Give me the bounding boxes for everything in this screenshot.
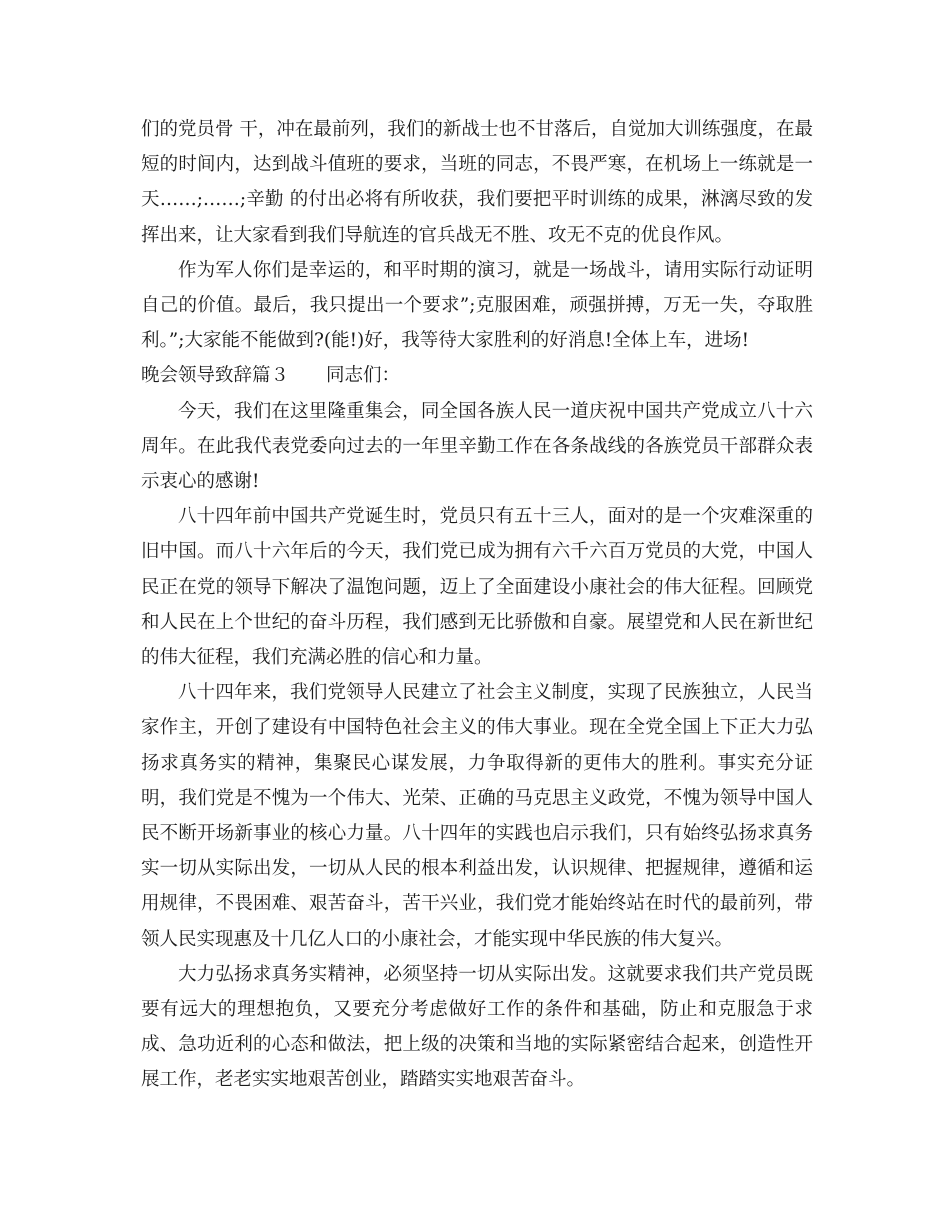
paragraph-5: 八十四年来，我们党领导人民建立了社会主义制度，实现了民族独立，人民当家作主，开创了建设有中国特色社会主义的伟大事业。现在全党全国上下正大力弘扬求真务实的精神，集聚民心谋发展，力争取得新的更伟大的胜利。事实充分证明，我们党是不愧为一个伟大、光荣、正确的马克思主义政党，不愧为领导中国人民不断开场新事业的核心力量。八十四年的实践也启示我们，只有始终弘扬求真务实一切从实际出发，一切从人民的根本利益出发，认识规律、把握规律，遵循和运用规律，不畏困难、艰苦奋斗，苦干兴业，我们党才能始终站在时代的最前列，带领人民实现惠及十几亿人口的小康社会，才能实现中华民族的伟大复兴。	[141, 682, 813, 950]
document-body	[141, 112, 813, 1098]
paragraph-4: 八十四年前中国共产党诞生时，党员只有五十三人，面对的是一个灾难深重的旧中国。而八十六年后的今天，我们党已成为拥有六千六百万党员的大党，中国人民正在党的领导下解决了温饱问题，迈上了全面建设小康社会的伟大征程。回顾党和人民在上个世纪的奋斗历程，我们感到无比骄傲和自豪。展望党和人民在新世纪的伟大征程，我们充满必胜的信心和力量。	[141, 506, 813, 669]
paragraph-2: 作为军人你们是幸运的，和平时期的演习，就是一场战斗，请用实际行动证明自己的价值。最后，我只提出一个要求”;克服困难，顽强拼搏，万无一失，夺取胜利。”;大家能不能做到?(能!)好，我等待大家胜利的好消息!全体上车，进场!	[141, 259, 813, 352]
section-heading: 晚会领导致辞篇３ 同志们：	[141, 365, 401, 387]
paragraph-6: 大力弘扬求真务实精神，必须坚持一切从实际出发。这就要求我们共产党员既要有远大的理想抱负，又要充分考虑做好工作的条件和基础，防止和克服急于求成、急功近利的心态和做法，把上级的决策和当地的实际紧密结合起来，创造性开展工作，老老实实地艰苦创业，踏踏实实地艰苦奋斗。	[141, 963, 813, 1091]
paragraph-1: 们的党员骨 干，冲在最前列，我们的新战士也不甘落后，自觉加大训练强度，在最短的时间内，达到战斗值班的要求，当班的同志，不畏严寒，在机场上一练就是一天……;……;辛勤 的付出必将有所收获，我们要把平时训练的成果，淋漓尽致的发挥出来，让大家看到我们导航连的官兵战无不胜、攻无不克的优良作风。	[141, 119, 813, 246]
paragraph-3: 今天，我们在这里隆重集会，同全国各族人民一道庆祝中国共产党成立八十六周年。在此我代表党委向过去的一年里辛勤工作在各条战线的各族党员干部群众表示衷心的感谢!	[141, 400, 813, 493]
